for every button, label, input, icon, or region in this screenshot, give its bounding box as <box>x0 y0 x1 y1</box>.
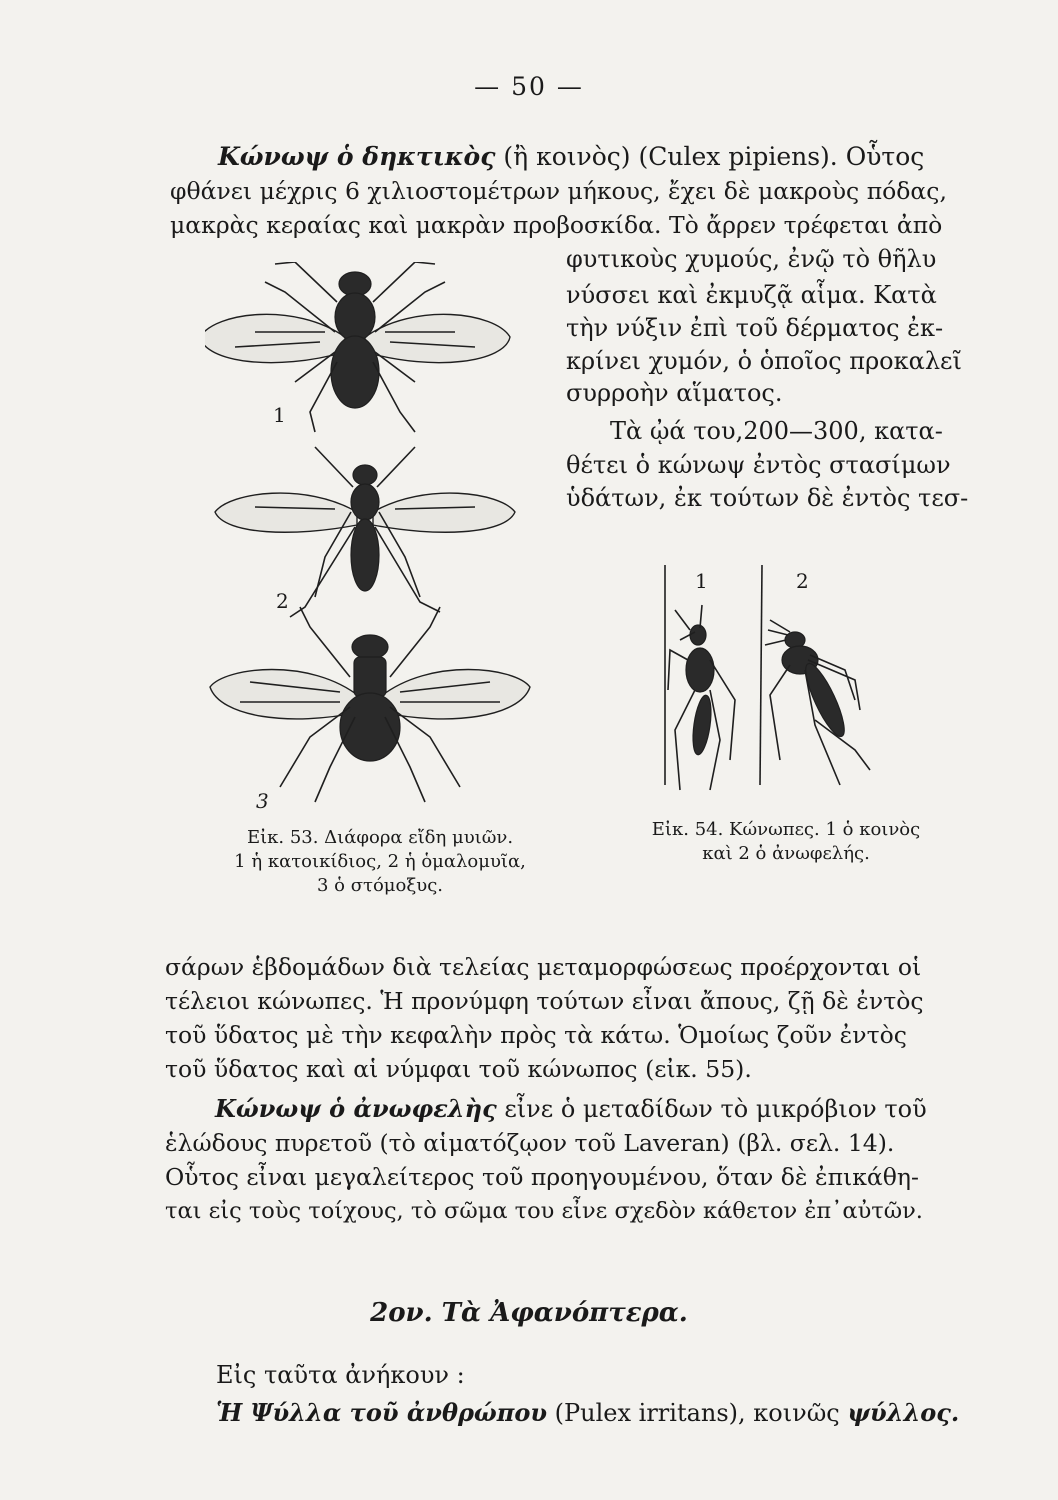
para1-line6: τὴν νύξιν ἐπὶ τοῦ δέρματος ἐκ- <box>566 314 944 342</box>
para4-line4: ται εἰς τοὺς τοίχους, τὸ σῶμα του εἶνε σχεδὸν κάθετον ἐπ᾽αὐτῶν. <box>165 1198 923 1224</box>
para2-line1: Τὰ ᾠά του,200—300, κατα- <box>610 417 943 445</box>
para1-line1: Κώνωψ ὁ δηκτικὸς (ἢ κοινὸς) (Culex pipiens). Οὗτος <box>218 142 925 171</box>
para4-line3: Οὗτος εἶναι μεγαλείτερος τοῦ προηγουμένου, ὅταν δὲ ἐπικάθη- <box>165 1163 919 1191</box>
para2-line2: θέτει ὁ κώνωψ ἐντὸς στασίμων <box>566 451 951 479</box>
para3-line3: τοῦ ὕδατος μὲ τὴν κεφαλὴν πρὸς τὰ κάτω. Ὁμοίως ζοῦν ἐντὸς <box>165 1021 907 1049</box>
para5-line2: Ἡ Ψύλλα τοῦ ἀνθρώπου (Pulex irritans), κοινῶς ψύλλος. <box>216 1398 960 1427</box>
mosquito-1-drawing <box>668 605 735 790</box>
page-number: — 50 — <box>474 72 584 101</box>
term-anopheles: Κώνωψ ὁ ἀνωφελὴς <box>215 1094 497 1123</box>
para3-line2: τέλειοι κώνωπες. Ἡ προνύμφη τούτων εἶναι ἄπους, ζῇ δὲ ἐντὸς <box>165 987 924 1015</box>
para3-line4: τοῦ ὕδατος καὶ αἱ νύμφαι τοῦ κώνωπος (εἰκ. 55). <box>165 1055 752 1083</box>
para1-line3: μακρὰς κεραίας καὶ μακρὰν προβοσκίδα. Τὸ ἄρρεν τρέφεται ἀπὸ <box>170 211 943 239</box>
fig53-caption-line2: 1 ἡ κατοικίδιος, 2 ἡ ὁμαλομυῖα, <box>234 851 526 872</box>
fig53-caption-line1: Εἰκ. 53. Διάφορα εἴδη μυιῶν. <box>246 827 514 848</box>
term-pulex: Ἡ Ψύλλα τοῦ ἀνθρώπου <box>216 1398 547 1427</box>
fly-2-drawing <box>215 447 515 617</box>
fig54-caption-line2: καὶ 2 ὁ ἀνωφελής. <box>702 843 870 864</box>
para4-line2: ἑλώδους πυρετοῦ (τὸ αἱματόζῳον τοῦ Laveran) (βλ. σελ. 14). <box>165 1129 895 1157</box>
para1-line7: κρίνει χυμόν, ὁ ὁποῖος προκαλεῖ <box>566 347 962 375</box>
para5-line1: Εἰς ταῦτα ἀνήκουν : <box>216 1361 465 1389</box>
para3-line1: σάρων ἑβδομάδων διὰ τελείας μεταμορφώσεως προέρχονται οἱ <box>165 953 922 981</box>
mosquito-2-drawing <box>765 620 870 785</box>
fig53-flies-illustration <box>205 262 545 822</box>
fig53-caption-line3: 3 ὁ στόμοξυς. <box>316 875 443 896</box>
fig54-label-2: 2 <box>796 569 809 593</box>
para1-line8: συρροὴν αἵματος. <box>566 379 783 407</box>
para1-line5: νύσσει καὶ ἐκμυζᾷ αἷμα. Κατὰ <box>566 281 937 309</box>
para4-line1: Κώνωψ ὁ ἀνωφελὴς εἶνε ὁ μεταδίδων τὸ μικρόβιον τοῦ <box>215 1094 927 1123</box>
fig54-label-1: 1 <box>695 569 708 593</box>
fig54-caption-line1: Εἰκ. 54. Κώνωπες. 1 ὁ κοινὸς <box>651 819 921 840</box>
para2-line3: ὑδάτων, ἐκ τούτων δὲ ἐντὸς τεσ- <box>566 484 969 512</box>
term-psyllos: ψύλλος. <box>847 1398 960 1427</box>
wall-line-2 <box>760 565 762 785</box>
fig53-caption <box>180 826 580 898</box>
section-heading: 2ον. Τὰ Ἀφανόπτερα. <box>370 1298 688 1328</box>
fig53-label-1: 1 <box>273 403 286 427</box>
para1-line2: φθάνει μέχρις 6 χιλιοστομέτρων μήκους, ἔχει δὲ μακροὺς πόδας, <box>170 177 947 205</box>
fly-3-drawing <box>210 607 530 802</box>
fig53-label-2: 2 <box>276 589 289 613</box>
para1-line4: φυτικοὺς χυμούς, ἐνῷ τὸ θῆλυ <box>566 245 937 273</box>
term-culex: Κώνωψ ὁ δηκτικὸς <box>218 142 496 171</box>
fig54-caption <box>596 818 976 866</box>
fly-1-drawing <box>205 262 510 432</box>
fig54-mosquitoes-illustration <box>640 560 880 810</box>
fig53-label-3: 3 <box>256 789 269 813</box>
